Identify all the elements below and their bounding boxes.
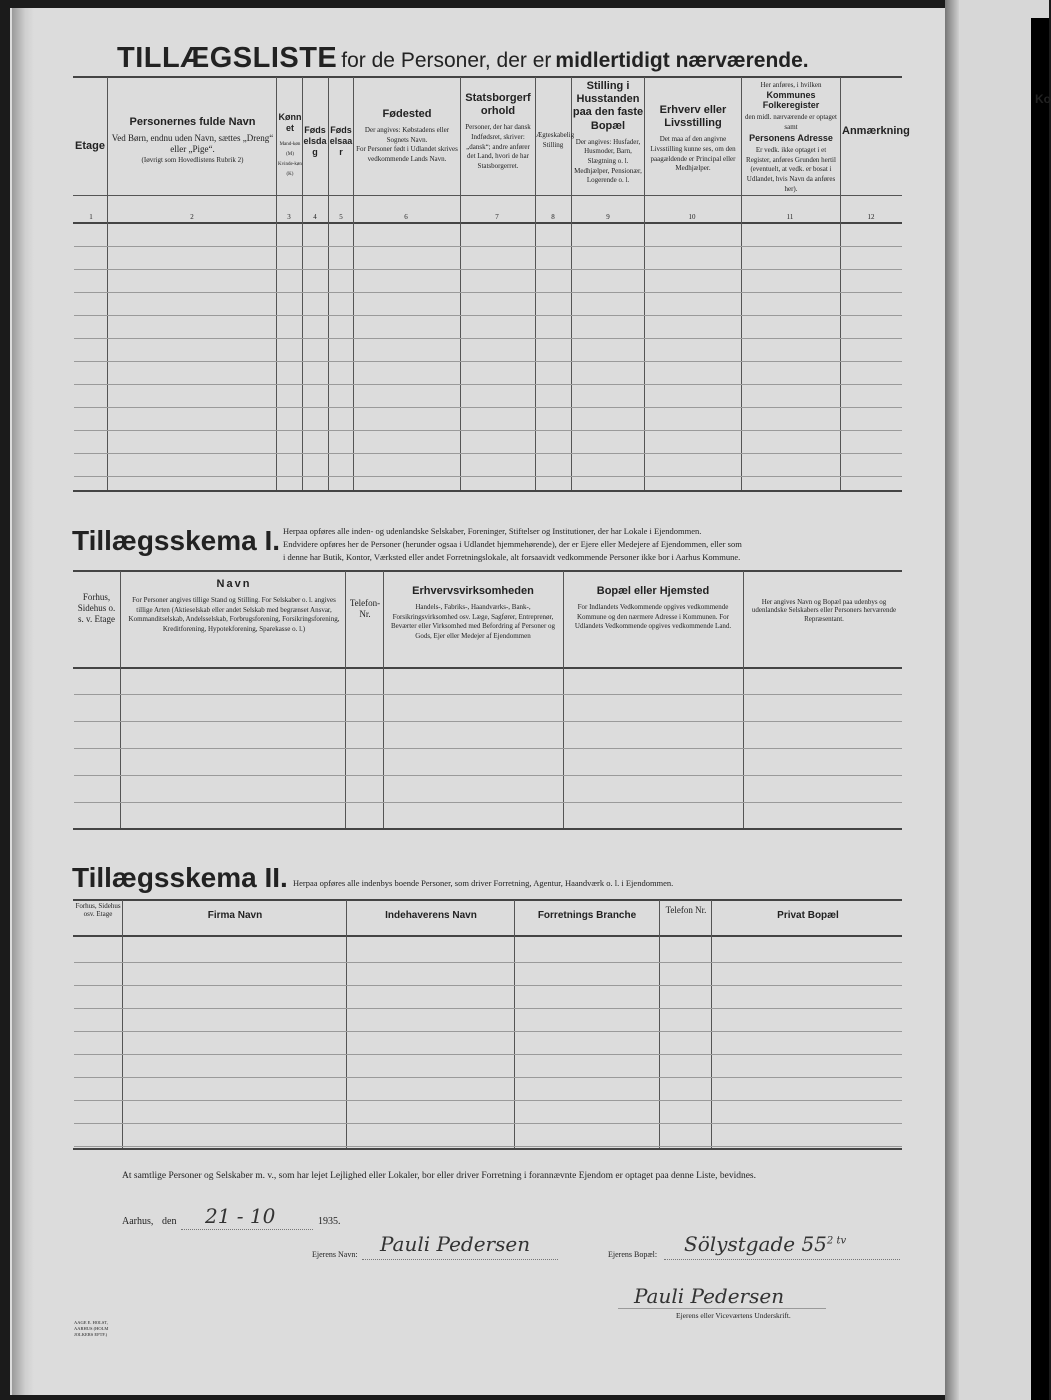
table3-top-rule: [73, 899, 902, 901]
s2-col-etage-header: Forhus, Sidehus osv. Etage: [75, 902, 121, 919]
table1-col-divider-5: [460, 77, 461, 490]
col-foedselsdag-header: Fødselsdag: [303, 125, 327, 157]
s2-col-bopael-header: Privat Bopæl: [777, 910, 839, 921]
column-number-6: 6: [404, 213, 408, 221]
col-anmaerkning-header: Anmærkning: [842, 125, 910, 137]
table3-row-line-1: [74, 985, 902, 986]
col-husstand-header: Stilling i Husstanden paa den faste Bopæl Der angives: Husfader, Husmoder, Barn, Slægtning o. l. Medhjælper, Pensionær, Logerende o. l.: [572, 80, 644, 185]
s1-col-bopael-header: Bopæl eller Hjemsted For Indlandets Vedkommende opgives vedkommende Kommune og den nærmere Adresse i Kommunen. For Udlandets Vedkommende opgives vedkommende Land.: [574, 585, 732, 631]
table3-row-line-0: [74, 962, 902, 963]
col-aegteskab-header: Ægteskabelig Stilling: [536, 131, 575, 149]
table3-row-line-5: [74, 1077, 902, 1078]
column-number-8: 8: [551, 213, 555, 221]
table1-row-line-5: [74, 361, 902, 362]
col-navn-header: Personernes fulde Navn Ved Børn, endnu uden Navn, sættes „Dreng“ eller „Pige“. (Iøvrigt som Hovedlistens Rubrik 2): [111, 116, 274, 164]
table3-row-line-7: [74, 1123, 902, 1124]
table3-row-line-8: [74, 1146, 902, 1147]
column-number-4: 4: [313, 213, 317, 221]
skema2-title: Tillægsskema II.: [72, 862, 288, 893]
skema2-description: Herpaa opføres alle indenbys boende Personer, som driver Forretning, Agentur, Haandværk o. l. i Ejendommen.: [293, 878, 674, 888]
adjacent-page: [945, 0, 1049, 1400]
table1-row-line-1: [74, 269, 902, 270]
table3-row-line-3: [74, 1031, 902, 1032]
den-label: den: [162, 1216, 177, 1227]
column-number-12: 12: [867, 213, 875, 221]
col-folkeregister-header: Her anføres, i hvilken Kommunes Folkeregister den midl. nærværende er optaget samt Personens Adresse Er vedk. ikke optaget i et Register, anføres Grunden hertil (eventuelt, at vedk. er bosat i Udlandet, hvis Navn da anføres her).: [745, 81, 837, 193]
owner-name-handwritten: Pauli Pedersen: [380, 1232, 531, 1256]
table1-row-line-4: [74, 338, 902, 339]
table3-row-line-4: [74, 1054, 902, 1055]
title-end: midlertidigt nærværende.: [555, 49, 809, 72]
column-number-1: 1: [89, 213, 93, 221]
table1-col-divider-10: [840, 77, 841, 490]
column-number-7: 7: [495, 213, 499, 221]
title-mid: for de Personer, der er: [341, 49, 552, 72]
table3-col-divider-4: [711, 900, 712, 1148]
skema1-title: Tillægsskema I.: [72, 525, 281, 556]
binding-spine: [12, 8, 34, 1395]
signature-line: [618, 1308, 826, 1309]
table1-row-line-10: [74, 476, 902, 477]
date-handwritten: 21 - 10: [205, 1204, 276, 1228]
table1-bottom-rule: [73, 490, 902, 492]
form-page: [10, 8, 945, 1395]
table1-col-divider-0: [107, 77, 108, 490]
column-number-10: 10: [688, 213, 696, 221]
table1-col-divider-8: [644, 77, 645, 490]
s2-col-indehaver-header: Indehaverens Navn: [385, 910, 477, 921]
s1-col-etage-header: Forhus, Sidehus o. s. v. Etage: [77, 592, 116, 624]
column-number-3: 3: [287, 213, 291, 221]
column-number-9: 9: [606, 213, 610, 221]
table3-col-divider-0: [122, 900, 123, 1148]
skema1-description: Herpaa opføres alle inden- og udenlandske Selskaber, Foreninger, Stiftelser og Institutioner, der har Lokale i Ejendommen. Endvidere opføres her de Personer (herunder ogsaa i Udlandet hjemmehørende), der er Ejere eller Medejere af Ejendommen, eller som i denne har Butik, Kontor, Værksted eller andet Forretningslokale, alt forsaavidt vedkommende Personer ikke bor i Aarhus Kommune.: [283, 526, 742, 562]
table2-bottom-rule: [73, 828, 902, 830]
table2-row-line-0: [74, 694, 902, 695]
col-foedested-header: Fødested Der angives: Købstadens eller Sognets Navn. For Personer født i Udlandet skrives vedkommende Lands Navn.: [356, 108, 458, 163]
column-number-5: 5: [339, 213, 343, 221]
table1-row-line-3: [74, 315, 902, 316]
signature-handwritten: Pauli Pedersen: [634, 1284, 785, 1308]
table2-header-rule: [73, 667, 902, 669]
col-erhverv-header: Erhverv eller Livsstilling Det maa af den angivne Livsstilling kunne ses, om den paagældende er Principal eller Medhjælper.: [650, 104, 736, 173]
owner-name-label: Ejerens Navn:: [312, 1250, 358, 1259]
table3-col-divider-1: [346, 900, 347, 1148]
year-label: 1935.: [318, 1216, 341, 1227]
col-koen-header: Kønnet Mand-køn (M) Kvinde-køn (K): [278, 112, 302, 177]
column-number-2: 2: [190, 213, 194, 221]
owner-address-label: Ejerens Bopæl:: [608, 1250, 658, 1259]
table3-row-line-2: [74, 1008, 902, 1009]
tillaegsliste-title: [117, 42, 809, 75]
table1-number-rule: [73, 195, 902, 196]
table2-row-line-1: [74, 721, 902, 722]
date-line: [181, 1229, 313, 1230]
table1-row-line-6: [74, 384, 902, 385]
table3-header-rule: [73, 935, 902, 937]
table1-row-line-2: [74, 292, 902, 293]
table1-row-line-8: [74, 430, 902, 431]
table1-row-line-7: [74, 407, 902, 408]
table1-col-divider-1: [276, 77, 277, 490]
col-statsborger-header: Statsborgerforhold Personer, der har dansk Indfødsret, skriver: „dansk“; andre anfører det Land, hvori de har Statsborgerret.: [465, 92, 531, 170]
place-label: Aarhus,: [122, 1216, 154, 1227]
table2-row-line-3: [74, 775, 902, 776]
table3-col-divider-3: [659, 900, 660, 1148]
attestation-statement: At samtlige Personer og Selskaber m. v., som har lejet Lejlighed eller Lokaler, bor eller driver Forretning i forannævnte Ejendom er optaget paa denne Liste, bevidnes.: [122, 1171, 756, 1181]
table2-col-divider-4: [743, 571, 744, 828]
table1-row-line-9: [74, 453, 902, 454]
table2-row-line-4: [74, 802, 902, 803]
table3-bottom-rule: [73, 1148, 902, 1150]
s2-col-branche-header: Forretnings Branche: [537, 910, 637, 921]
signature-label: Ejerens eller Viceværtens Underskrift.: [676, 1311, 791, 1320]
owner-name-line: [362, 1259, 558, 1260]
printer-imprint: AAGE E. HOLST, AARHUS (HOLM JOLKERS EFTF.): [74, 1320, 109, 1337]
table1-top-rule: [73, 76, 902, 78]
table2-top-rule: [73, 570, 902, 572]
table1-header-rule: [73, 222, 902, 224]
table1-row-line-0: [74, 246, 902, 247]
table2-col-divider-1: [345, 571, 346, 828]
col-etage-header: Etage: [75, 140, 105, 152]
col-foedselsaar-header: Fødselsaar: [329, 125, 353, 157]
owner-address-handwritten: Sölystgade $55^{2 tv}$: [684, 1232, 847, 1256]
s1-col-telefon-header: Telefon-Nr.: [349, 598, 381, 619]
table2-col-divider-2: [383, 571, 384, 828]
column-number-11: 11: [786, 213, 794, 221]
table2-col-divider-3: [563, 571, 564, 828]
table3-col-divider-2: [514, 900, 515, 1148]
owner-address-line: [664, 1259, 900, 1260]
title-bold: TILLÆGSLISTE: [117, 42, 338, 74]
table3-row-line-6: [74, 1100, 902, 1101]
s2-col-firma-header: Firma Navn: [207, 910, 263, 921]
table2-row-line-2: [74, 748, 902, 749]
s1-col-repraesentant-header: Her angives Navn og Bopæl paa udenbys og udenlandske Selskabers eller Personers herværende Repræsentant.: [751, 598, 897, 623]
table2-col-divider-0: [120, 571, 121, 828]
table1-col-divider-9: [741, 77, 742, 490]
s2-col-telefon-header: Telefon Nr.: [665, 905, 707, 915]
s1-col-erhverv-header: Erhvervsvirksomheden Handels-, Fabriks-, Haandværks-, Bank-, Forsikringsvirksomhed osv. Læge, Sagfører, Entreprenør, Beværter eller Virksomhed med Befordring af Personer og Gods, Ejer eller Medejer af Ejendommen: [390, 585, 556, 640]
adjacent-page-text: Ko: [1035, 92, 1051, 106]
s1-col-navn-header: Navn For Personer angives tillige Stand og Stilling. For Selskaber o. l. angives tillige Arten (Aktieselskab eller andet Selskab med begrænset Ansvar, Kommanditselskab, Andelsselskab, Forbrugsforening, Forsikringsforening, Kreditforening, Hypotekforening, Sparekasse o. l.): [128, 578, 340, 633]
table1-col-divider-4: [353, 77, 354, 490]
